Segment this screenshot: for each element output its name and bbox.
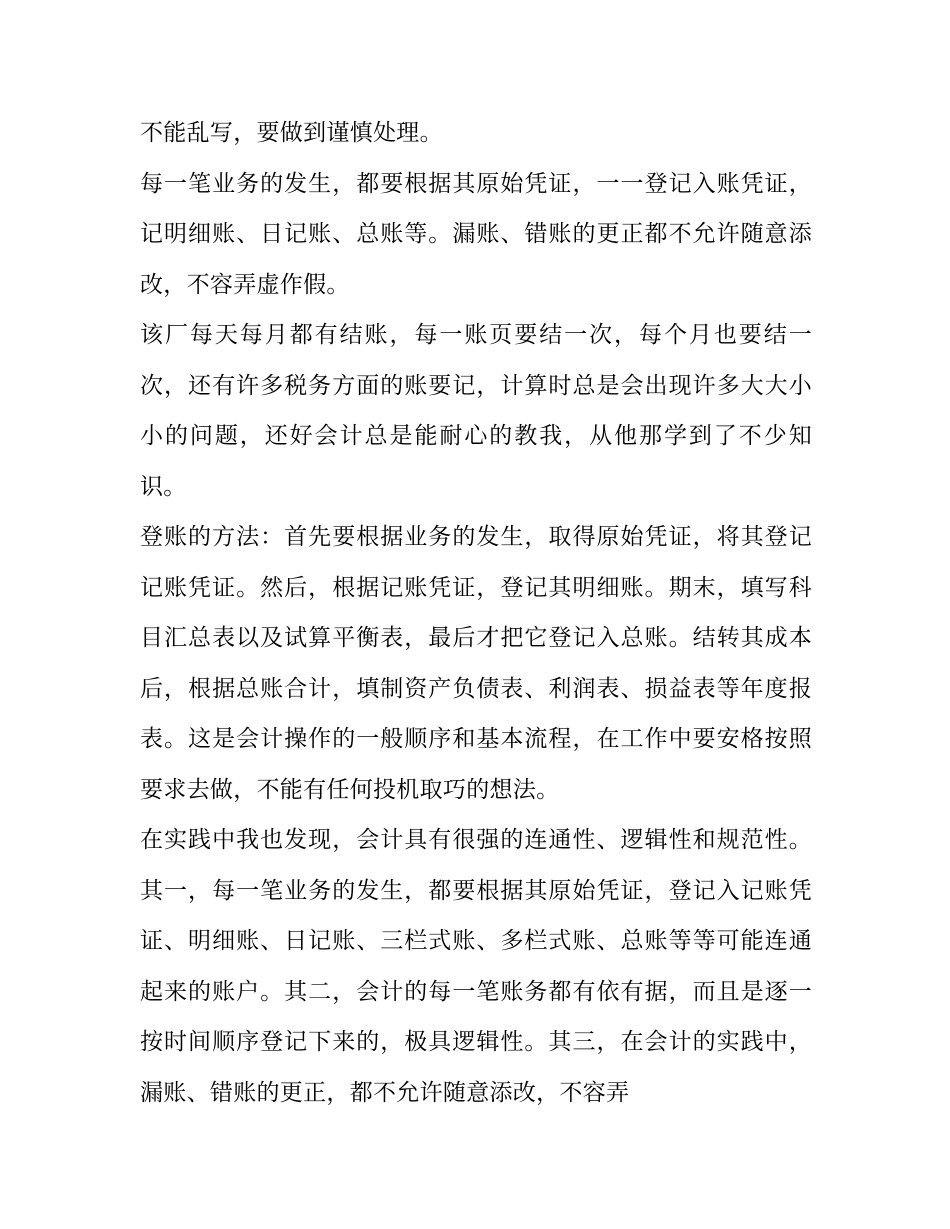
paragraph: 不能乱写，要做到谨慎处理。 <box>140 120 443 146</box>
paragraph: 该厂每天每月都有结账，每一账页要结一次，每个月也要结一次，还有许多税务方面的账要记，计算时总是会出现许多大大小小的问题，还好会计总是能耐心的教我，从他那学到了不少知识。 <box>140 322 812 500</box>
paragraph: 在实践中我也发现，会计具有很强的连通性、逻辑性和规范性。其一，每一笔业务的发生，都要根据其原始凭证，登记入记账凭证、明细账、日记账、三栏式账、多栏式账、总账等等可能连通起来的账户。其二，会计的每一笔账务都有依有据，而且是逐一按时间顺序登记下来的，极具逻辑性。其三，在会计的实践中，漏账、错账的更正，都不允许随意添改，不容弄 <box>140 827 812 1106</box>
paragraph: 登账的方法：首先要根据业务的发生，取得原始凭证，将其登记记账凭证。然后，根据记账凭证，登记其明细账。期末，填写科目汇总表以及试算平衡表，最后才把它登记入总账。结转其成本后，根据总账合计，填制资产负债表、利润表、损益表等年度报表。这是会计操作的一般顺序和基本流程，在工作中要安格按照要求去做，不能有任何投机取巧的想法。 <box>140 524 812 803</box>
document-body <box>140 108 812 1118</box>
paragraph: 每一笔业务的发生，都要根据其原始凭证，一一登记入账凭证，记明细账、日记账、总账等。漏账、错账的更正都不允许随意添改，不容弄虚作假。 <box>140 170 812 298</box>
